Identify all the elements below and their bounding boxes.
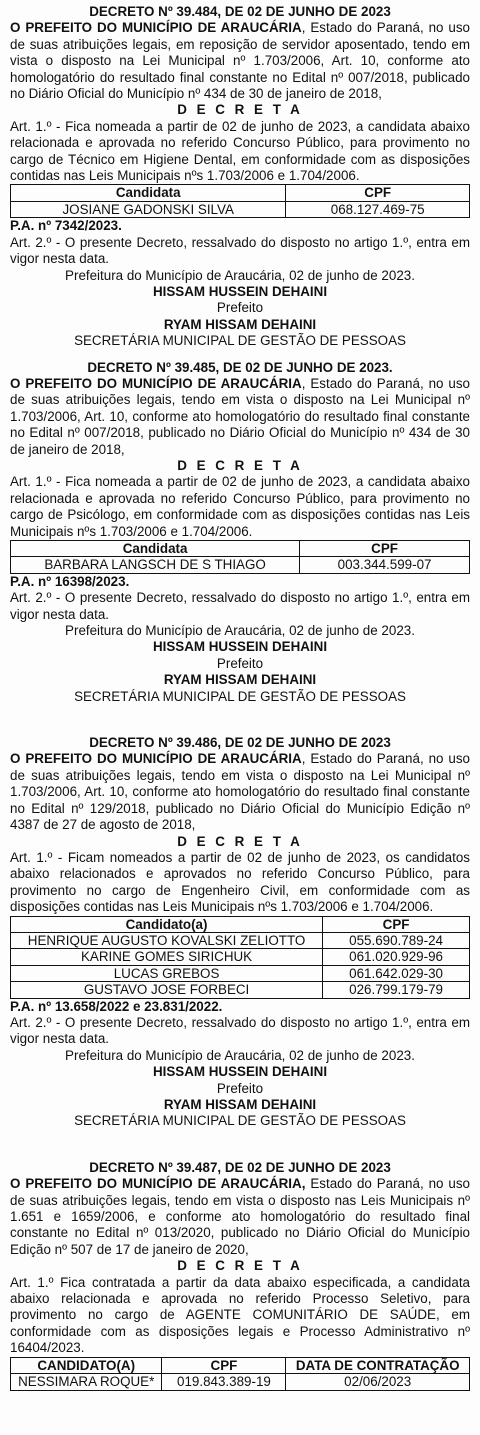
decree-preamble [10,1176,470,1258]
table-header-row [11,185,470,201]
candidate-table [10,1357,470,1391]
place-date: Prefeitura do Município de Araucária, 02 de junho de 2023. [65,623,415,639]
candidate-cpf: 026.799.179-79 [323,982,470,998]
preamble-text: , Estado do Paraná, no uso de suas atribuições legais, tendo em vista o disposto na Lei Municipal nº 1.703/2006, Art. 10, conforme ato homologatório do resultado final constante no Edital nº 007/2018, publicado no Diário Oficial do Município nº 434 de 30 de janeiro de 2018, [10,375,471,457]
column-header-cpf: CPF [323,916,470,932]
candidate-table [10,184,470,218]
secretary-name: RYAM HISSAM DEHAINI [163,1097,317,1112]
candidate-name: GUSTAVO JOSE FORBECI [11,982,323,998]
table-row [11,949,470,965]
candidate-cpf: 061.642.029-30 [323,965,470,981]
mayor-heading: O PREFEITO DO MUNICÍPIO DE ARAUCÁRIA, [10,1176,306,1192]
candidate-name: HENRIQUE AUGUSTO KOVALSKI ZELIOTTO [11,932,323,948]
candidate-name: LUCAS GREBOS [11,965,323,981]
table-row [11,557,470,573]
candidate-table [10,916,470,999]
candidate-name: KARINE GOMES SIRICHUK [11,949,323,965]
column-header-candidate: CANDIDATO(A) [11,1357,162,1373]
process-number: P.A. nº 16398/2023. [10,573,130,589]
article-2: Art. 2.º - O presente Decreto, ressalvado do disposto no artigo 1.º, entra em vigor nesta data. [10,234,470,267]
candidate-name: JOSIANE GADONSKI SILVA [11,201,286,217]
article-2: Art. 2.º - O presente Decreto, ressalvado do disposto no artigo 1.º, entra em vigor nesta data. [10,590,470,622]
candidate-name: NESSIMARA ROQUE* [11,1374,162,1390]
mayor-name: HISSAM HUSSEIN DEHAINI [152,1064,328,1080]
mayor-heading: O PREFEITO DO MUNICÍPIO DE ARAUCÁRIA [10,375,302,391]
decree-39485 [10,360,470,706]
table-row [11,201,470,217]
column-header-candidate: Candidato(a) [11,916,323,932]
secretary-name: RYAM HISSAM DEHAINI [163,672,317,688]
table-header-row [11,541,470,557]
secretary-role: SECRETÁRIA MUNICIPAL DE GESTÃO DE PESSOAS [74,333,406,349]
mayor-name: HISSAM HUSSEIN DEHAINI [152,639,328,655]
place-date: Prefeitura do Município de Araucária, 02 de junho de 2023. [65,267,415,283]
candidate-table [10,540,470,574]
decree-preamble [10,20,470,102]
process-number: P.A. nº 7342/2023. [10,218,122,234]
mayor-role: Prefeito [216,1080,264,1096]
article-1: Art. 1.º - Ficam nomeados a partir de 02 de junho de 2023, os candidatos abaixo relacionados e aprovados no referido Concurso Público, para provimento no cargo de Engenheiro Civil, em conformidade com as disposições contidas nas Leis Municipais nºs 1.703/2006 e 1.704/2006. [10,849,470,915]
spacer [10,705,470,735]
column-header-cpf: CPF [162,1357,286,1373]
mayor-name: HISSAM HUSSEIN DEHAINI [152,283,328,299]
decreta-heading: D E C R E T A [177,102,303,118]
mayor-heading: O PREFEITO DO MUNICÍPIO DE ARAUCÁRIA [10,751,302,767]
table-row [11,982,470,998]
candidate-cpf: 055.690.789-24 [323,932,470,948]
mayor-role: Prefeito [216,300,264,316]
decree-title: DECRETO Nº 39.485, DE 02 DE JUNHO DE 2023. [87,359,393,375]
decree-preamble [10,751,470,833]
table-row [11,1374,470,1390]
decree-title: DECRETO Nº 39.487, DE 02 DE JUNHO DE 2023 [89,1159,391,1175]
preamble-text: , Estado do Paraná, no uso de suas atribuições legais, em reposição de servidor aposentado, tendo em vista o disposto na Lei Municipal nº 1.703/2006, Art. 10, conforme ato homologatório do resultado final constante no Edital nº 007/2018, publicado no Diário Oficial do Município nº 434 de 30 de janeiro de 2018, [10,20,471,102]
mayor-heading: O PREFEITO DO MUNICÍPIO DE ARAUCÁRIA [10,20,302,36]
decreta-heading: D E C R E T A [177,833,303,849]
preamble-text: Estado do Paraná, no uso de suas atribuições legais, tendo em vista o disposto nas Leis Municipais nº 1.651 e 1659/2006, e conforme ato homologatório do resultado final constante no Edital nº 013/2020, publicado no Diário Oficial do Município Edição nº 507 de 17 de janeiro de 2020, [10,1176,470,1257]
table-header-row [11,916,470,932]
candidate-cpf: 003.344.599-07 [300,557,470,573]
column-header-candidate: Candidata [11,541,300,557]
column-header-cpf: CPF [300,541,470,557]
article-2: Art. 2.º - O presente Decreto, ressalvado do disposto no artigo 1.º, entra em vigor nesta data. [10,1014,470,1047]
article-1: Art. 1.º - Fica nomeada a partir de 02 de junho de 2023, a candidata abaixo relacionada e aprovada no referido Concurso Público, para provimento no cargo de Técnico em Higiene Dental, em conformidade com as disposições contidas nas Leis Municipais nºs 1.703/2006 e 1.704/2006. [10,118,470,184]
decreta-heading: D E C R E T A [177,457,303,473]
table-row [11,932,470,948]
decree-39484 [10,4,470,350]
place-date: Prefeitura do Município de Araucária, 02 de junho de 2023. [65,1047,415,1063]
hire-date: 02/06/2023 [286,1374,470,1390]
decree-title: DECRETO Nº 39.486, DE 02 DE JUNHO DE 2023 [89,735,391,751]
decreta-heading: D E C R E T A [177,1258,303,1274]
decree-39487 [10,1160,470,1391]
candidate-cpf: 061.020.929-96 [323,949,470,965]
column-header-cpf: CPF [286,185,470,201]
article-1: Art. 1.º Fica contratada a partir da data abaixo especificada, a candidata abaixo relacionada e aprovada no referido Processo Seletivo, para provimento no cargo de AGENTE COMUNITÁRIO DE SAÚDE, em conformidade com as disposições legais e Processo Administrativo nº 16404/2023. [10,1274,470,1356]
mayor-role: Prefeito [216,655,264,671]
secretary-role: SECRETÁRIA MUNICIPAL DE GESTÃO DE PESSOAS [74,688,406,704]
spacer [10,350,470,360]
column-header-hire-date: DATA DE CONTRATAÇÃO [286,1357,470,1373]
preamble-text: , Estado do Paraná, no uso de suas atribuições legais, tendo em vista o disposto na Lei Municipal nº 1.703/2006, Art. 10, conforme ato homologatório do resultado final constante no Edital nº 129/2018, publicado no Diário Oficial do Município Edição nº 4387 de 27 de agosto de 2018, [10,751,471,833]
article-1: Art. 1.º - Fica nomeada a partir de 02 de junho de 2023, a candidata abaixo relacionada e aprovada no referido Concurso Público, para provimento no cargo de Psicólogo, em conformidade com as disposições contidas nas Leis Municipais nºs 1.703/2006 e 1.704/2006. [10,474,470,539]
secretary-role: SECRETÁRIA MUNICIPAL DE GESTÃO DE PESSOAS [74,1113,406,1129]
process-number: P.A. nº 13.658/2022 e 23.831/2022. [10,998,223,1014]
secretary-name: RYAM HISSAM DEHAINI [163,316,317,332]
spacer [10,1130,470,1160]
candidate-name: BARBARA LANGSCH DE S THIAGO [11,557,300,573]
decree-39486 [10,735,470,1130]
candidate-cpf: 068.127.469-75 [286,201,470,217]
decree-preamble [10,376,470,458]
table-row [11,965,470,981]
column-header-candidate: Candidata [11,185,286,201]
candidate-cpf: 019.843.389-19 [162,1374,286,1390]
decree-title: DECRETO Nº 39.484, DE 02 DE JUNHO DE 2023 [89,4,391,19]
table-header-row [11,1357,470,1373]
